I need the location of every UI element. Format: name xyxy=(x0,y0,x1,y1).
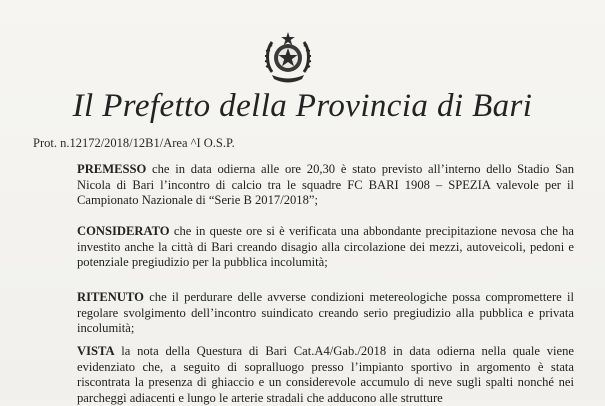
paragraph-considerato xyxy=(77,224,574,271)
paragraph-keyword: PREMESSO xyxy=(77,162,147,176)
document-title: Il Prefetto della Provincia di Bari xyxy=(72,88,533,124)
paragraph-ritenuto xyxy=(77,290,574,337)
paragraph-keyword: CONSIDERATO xyxy=(77,224,170,238)
paragraph-premesso xyxy=(77,162,574,209)
paragraph-vista xyxy=(77,344,574,406)
paragraph-keyword: VISTA xyxy=(77,344,115,358)
paragraph-text: che il perdurare delle avverse condizioni metereologiche possa compromettere il regolare svolgimento dell’incontro suindicato creando serio pregiudizio alla pubblica e privata incolumità; xyxy=(77,290,574,335)
paragraph-keyword: RITENUTO xyxy=(77,290,144,304)
italian-republic-emblem-icon xyxy=(262,28,314,86)
protocol-number: Prot. n.12172/2018/12B1/Area ^I O.S.P. xyxy=(33,136,235,150)
paragraph-text: che in queste ore si è verificata una abbondante precipitazione nevosa che ha investito anche la città di Bari creando disagio alla circolazione dei mezzi, autoveicoli, pedoni e potenziale pregiudizio per la pubblica incolumità; xyxy=(77,224,574,269)
paragraph-text: la nota della Questura di Bari Cat.A4/Gab./2018 in data odierna nella quale viene evidenziato che, a seguito di sopralluogo presso l’impianto sportivo in argomento è stata riscontrata la presenza di ghiaccio e un considerevole accumulo di neve sugli spalti nonché nei parcheggi adiacenti e lungo le arterie stradali che adducono alle strutture xyxy=(77,344,574,405)
paragraph-text: che in data odierna alle ore 20,30 è stato previsto all’interno dello Stadio San Nicola di Bari l’incontro di calcio tra le squadre FC BARI 1908 – SPEZIA valevole per il Campionato Nazionale di “Serie B 2017/2018”; xyxy=(77,162,574,207)
